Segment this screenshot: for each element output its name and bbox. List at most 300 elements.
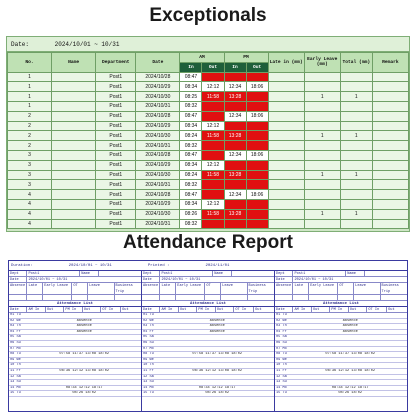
report-panels xyxy=(9,271,407,412)
cell-late xyxy=(268,160,304,170)
date-label: Date xyxy=(9,277,27,282)
cell-am-out xyxy=(202,219,224,229)
cell-am-out: 11:58 xyxy=(202,131,224,141)
table-row xyxy=(8,209,409,219)
col-no: No. xyxy=(8,53,52,73)
cell-pm-out xyxy=(246,92,268,102)
dept-label: Dept xyxy=(275,271,293,276)
cell-name xyxy=(52,121,96,131)
cell-total: 1 xyxy=(340,131,372,141)
summary-col: Late xyxy=(27,283,43,294)
cell-pm-out xyxy=(246,180,268,190)
list-values xyxy=(160,347,274,352)
cell-total xyxy=(340,111,372,121)
cell-no: 3 xyxy=(8,150,52,160)
list-date: 03 Th xyxy=(143,324,154,329)
cell-pm-in xyxy=(224,72,246,82)
cell-am-out: 12:12 xyxy=(202,199,224,209)
cell-name xyxy=(52,180,96,190)
cell-date: 2024/10/29 xyxy=(136,160,180,170)
attendance-list-title: Attendance List xyxy=(142,301,274,307)
list-col: Out xyxy=(122,308,129,312)
list-date: 10 Th xyxy=(10,363,21,368)
cell-am-in: 08:32 xyxy=(180,141,202,151)
list-date: 14 Mo xyxy=(10,385,21,390)
summary-value xyxy=(381,295,407,300)
cell-pm-out xyxy=(246,101,268,111)
cell-date: 2024/10/31 xyxy=(136,141,180,151)
list-item xyxy=(9,391,141,397)
cell-am-in: 08:32 xyxy=(180,101,202,111)
cell-am-in: 08:32 xyxy=(180,219,202,229)
list-date: 06 Su xyxy=(143,340,154,345)
list-date: 07 Mo xyxy=(276,346,287,351)
cell-late xyxy=(268,121,304,131)
summary-value xyxy=(248,295,274,300)
list-col: OT In xyxy=(234,307,254,312)
cell-early xyxy=(304,180,340,190)
cell-am-in: 08:34 xyxy=(180,199,202,209)
list-values: absence xyxy=(76,324,92,329)
cell-total xyxy=(340,180,372,190)
duration-value: 2024/10/01 ~ 10/31 xyxy=(68,264,112,268)
cell-early: 1 xyxy=(304,131,340,141)
list-col: PM In xyxy=(330,307,348,312)
summary-col: Absence xyxy=(9,283,27,294)
cell-name xyxy=(52,170,96,180)
cell-early xyxy=(304,160,340,170)
cell-am-in: 08:26 xyxy=(180,209,202,219)
cell-no: 1 xyxy=(8,101,52,111)
list-date: 08 Tu xyxy=(143,352,154,357)
summary-col: OT xyxy=(72,283,88,294)
summary-value xyxy=(115,295,141,300)
list-date: 08 Tu xyxy=(10,352,21,357)
cell-remark xyxy=(372,141,408,151)
table-row xyxy=(8,219,409,229)
summary-head-row xyxy=(142,283,274,295)
summary-value xyxy=(176,295,205,300)
cell-pm-out xyxy=(246,121,268,131)
cell-name xyxy=(52,199,96,209)
exceptionals-sheet xyxy=(6,36,410,232)
cell-remark xyxy=(372,219,408,229)
cell-late xyxy=(268,219,304,229)
cell-date: 2024/10/28 xyxy=(136,72,180,82)
list-date: 01 Tu xyxy=(276,313,287,317)
list-values xyxy=(160,341,274,346)
table-row xyxy=(8,121,409,131)
page-title-attendance-report: Attendance Report xyxy=(123,232,293,253)
cell-remark xyxy=(372,111,408,121)
cell-am-out: 12:12 xyxy=(202,160,224,170)
summary-value xyxy=(293,295,309,300)
cell-no: 3 xyxy=(8,170,52,180)
cell-am-out xyxy=(202,180,224,190)
cell-am-in: 08:34 xyxy=(180,121,202,131)
list-date: 04 Fr xyxy=(143,329,154,334)
cell-am-in: 08:34 xyxy=(180,82,202,92)
list-date: 09 We xyxy=(10,357,21,362)
list-values: 08:34 12:12 18:17 xyxy=(198,385,236,390)
list-values: absence xyxy=(342,324,358,329)
list-date: 03 Th xyxy=(10,324,21,329)
list-date: 10 Th xyxy=(276,363,287,368)
table-row xyxy=(8,82,409,92)
cell-date: 2024/10/28 xyxy=(136,111,180,121)
list-date: 14 Mo xyxy=(276,385,287,390)
cell-name xyxy=(52,219,96,229)
cell-early: 1 xyxy=(304,170,340,180)
cell-dept: Post1 xyxy=(96,180,136,190)
name-label: Name xyxy=(346,271,364,276)
cell-late xyxy=(268,209,304,219)
cell-name xyxy=(52,141,96,151)
col-late: Late in (mm) xyxy=(268,53,304,73)
date-value: 2024/10/01 ~ 10/31 xyxy=(28,278,68,282)
list-values: absence xyxy=(76,318,92,323)
cell-am-out xyxy=(202,72,224,82)
cell-date: 2024/10/30 xyxy=(136,209,180,219)
cell-am-out: 11:58 xyxy=(202,170,224,180)
cell-late xyxy=(268,131,304,141)
cell-dept: Post1 xyxy=(96,141,136,151)
table-row xyxy=(8,141,409,151)
cell-date: 2024/10/29 xyxy=(136,121,180,131)
summary-value xyxy=(43,295,72,300)
cell-late xyxy=(268,190,304,200)
list-date: 13 Su xyxy=(10,380,21,385)
cell-early xyxy=(304,199,340,209)
cell-no: 1 xyxy=(8,72,52,82)
summary-value xyxy=(88,295,114,300)
list-values xyxy=(27,358,141,363)
summary-col: Leave xyxy=(88,283,114,294)
summary-col: Late xyxy=(160,283,176,294)
cell-pm-out xyxy=(246,219,268,229)
cell-early xyxy=(304,150,340,160)
cell-name xyxy=(52,101,96,111)
cell-pm-in xyxy=(224,199,246,209)
cell-early xyxy=(304,111,340,121)
cell-pm-out xyxy=(246,72,268,82)
name-label: Name xyxy=(80,271,98,276)
printed-label: Printed : xyxy=(147,264,170,268)
list-col: Out xyxy=(255,308,262,312)
cell-no: 2 xyxy=(8,121,52,131)
cell-name xyxy=(52,111,96,121)
cell-pm-in: 12:34 xyxy=(224,111,246,121)
cell-pm-out xyxy=(246,199,268,209)
list-date: 13 Su xyxy=(143,380,154,385)
list-date: 12 Sa xyxy=(10,374,21,379)
summary-col: Absence xyxy=(142,283,160,294)
summary-col: Business Trip xyxy=(115,284,133,294)
summary-value xyxy=(27,295,43,300)
list-values: absence xyxy=(76,329,92,334)
date-value: 2024/10/01 ~ 10/31 xyxy=(294,278,334,282)
list-values xyxy=(160,375,274,380)
list-values xyxy=(160,335,274,340)
list-values xyxy=(27,335,141,340)
report-panel xyxy=(142,271,275,412)
cell-pm-out xyxy=(246,141,268,151)
attendance-report-sheet xyxy=(8,260,408,412)
cell-pm-in: 13:28 xyxy=(224,131,246,141)
attendance-list-title: Attendance List xyxy=(275,301,407,307)
list-values: 08:34 12:12 18:17 xyxy=(65,385,103,390)
report-panel xyxy=(275,271,407,412)
list-col: Out xyxy=(83,307,101,312)
cell-pm-out xyxy=(246,209,268,219)
cell-late xyxy=(268,72,304,82)
col-date: Date xyxy=(136,53,180,73)
cell-early xyxy=(304,72,340,82)
cell-pm-in: 12:34 xyxy=(224,82,246,92)
col-am-out: Out xyxy=(202,62,224,72)
cell-am-in: 08:24 xyxy=(180,131,202,141)
summary-value xyxy=(275,295,293,300)
cell-am-in: 08:47 xyxy=(180,72,202,82)
cell-date: 2024/10/31 xyxy=(136,101,180,111)
cell-no: 4 xyxy=(8,219,52,229)
summary-value xyxy=(338,295,354,300)
cell-total xyxy=(340,121,372,131)
dept-label: Dept xyxy=(142,271,160,276)
cell-pm-out xyxy=(246,170,268,180)
cell-early xyxy=(304,121,340,131)
list-date: 12 Sa xyxy=(276,374,287,379)
list-date: 11 Fr xyxy=(143,368,154,373)
list-values: 08:26 18:02 xyxy=(338,391,363,396)
list-date: 11 Fr xyxy=(276,368,287,373)
name-value xyxy=(365,271,407,276)
list-col: Out xyxy=(216,307,234,312)
cell-am-in: 08:24 xyxy=(180,170,202,180)
cell-pm-in: 13:28 xyxy=(224,92,246,102)
list-values xyxy=(27,380,141,385)
dept-label: Dept xyxy=(9,271,27,276)
cell-dept: Post1 xyxy=(96,160,136,170)
page-title-exceptionals: Exceptionals xyxy=(149,5,267,26)
cell-late xyxy=(268,150,304,160)
cell-dept: Post1 xyxy=(96,219,136,229)
cell-am-out xyxy=(202,190,224,200)
list-values xyxy=(27,363,141,368)
col-am-in: In xyxy=(180,62,202,72)
date-label: Date xyxy=(275,277,293,282)
cell-dept: Post1 xyxy=(96,190,136,200)
list-date: 10 Th xyxy=(143,363,154,368)
list-date: 08 Tu xyxy=(276,352,287,357)
exceptionals-body xyxy=(8,72,409,229)
table-row xyxy=(8,199,409,209)
cell-pm-in xyxy=(224,219,246,229)
date-range-value: 2024/10/01 ~ 10/31 xyxy=(54,41,120,48)
list-date: 05 Sa xyxy=(276,335,287,340)
cell-early xyxy=(304,219,340,229)
summary-col: OT xyxy=(205,283,221,294)
cell-am-out: 12:12 xyxy=(202,121,224,131)
cell-remark xyxy=(372,209,408,219)
duration-label: Duration: xyxy=(11,264,33,268)
list-col: Out xyxy=(46,307,64,312)
col-total: Total (mm) xyxy=(340,53,372,73)
list-values: absence xyxy=(209,318,225,323)
cell-early: 1 xyxy=(304,92,340,102)
cell-remark xyxy=(372,121,408,131)
cell-late xyxy=(268,141,304,151)
cell-dept: Post1 xyxy=(96,199,136,209)
cell-am-out: 12:12 xyxy=(202,82,224,92)
name-value xyxy=(99,271,141,276)
list-values xyxy=(293,335,407,340)
summary-col: Leave xyxy=(221,283,247,294)
cell-late xyxy=(268,180,304,190)
cell-remark xyxy=(372,131,408,141)
list-values xyxy=(160,358,274,363)
list-col: OT In xyxy=(101,307,121,312)
cell-am-in: 08:47 xyxy=(180,190,202,200)
list-col: Out xyxy=(179,307,197,312)
report-panel xyxy=(9,271,142,412)
summary-value xyxy=(72,295,88,300)
col-early: Early Leave (mm) xyxy=(304,53,340,73)
list-values xyxy=(160,363,274,368)
cell-name xyxy=(52,190,96,200)
list-col: Date xyxy=(142,307,160,312)
cell-remark xyxy=(372,180,408,190)
list-date: 02 We xyxy=(10,318,21,323)
col-remark: Remark xyxy=(372,53,408,73)
col-name: Name xyxy=(52,53,96,73)
list-col: AM In xyxy=(293,307,311,312)
cell-pm-in xyxy=(224,160,246,170)
list-col: Date xyxy=(9,307,27,312)
attendance-list-title: Attendance List xyxy=(9,301,141,307)
cell-pm-out: 18:06 xyxy=(246,150,268,160)
summary-col: Absence xyxy=(275,283,293,294)
report-header xyxy=(9,261,407,271)
cell-name xyxy=(52,92,96,102)
list-date: 15 Tu xyxy=(276,391,287,396)
cell-late xyxy=(268,101,304,111)
list-date: 05 Sa xyxy=(10,335,21,340)
cell-date: 2024/10/29 xyxy=(136,199,180,209)
cell-dept: Post1 xyxy=(96,209,136,219)
list-date: 01 Tu xyxy=(10,313,21,317)
cell-no: 4 xyxy=(8,209,52,219)
cell-late xyxy=(268,199,304,209)
list-date: 02 We xyxy=(143,318,154,323)
list-values: 08:36 12:12 13:08 18:02 xyxy=(192,368,243,373)
cell-dept: Post1 xyxy=(96,101,136,111)
name-label: Name xyxy=(213,271,231,276)
summary-value xyxy=(205,295,221,300)
summary-value xyxy=(309,295,338,300)
cell-total xyxy=(340,160,372,170)
cell-pm-in: 12:34 xyxy=(224,190,246,200)
list-date: 04 Fr xyxy=(10,329,21,334)
cell-dept: Post1 xyxy=(96,72,136,82)
cell-pm-in xyxy=(224,121,246,131)
cell-total xyxy=(340,219,372,229)
cell-pm-in xyxy=(224,141,246,151)
list-values: absence xyxy=(342,329,358,334)
list-col: AM In xyxy=(160,307,178,312)
cell-early xyxy=(304,101,340,111)
cell-am-out: 11:58 xyxy=(202,209,224,219)
summary-col: OT xyxy=(338,283,354,294)
list-values xyxy=(293,380,407,385)
cell-date: 2024/10/31 xyxy=(136,180,180,190)
cell-remark xyxy=(372,101,408,111)
cell-remark xyxy=(372,190,408,200)
cell-dept: Post1 xyxy=(96,82,136,92)
list-values: 07:58 11:37 13:08 18:02 xyxy=(59,352,110,357)
list-values xyxy=(160,313,274,318)
summary-head-row xyxy=(275,283,407,295)
table-row xyxy=(8,92,409,102)
summary-head-row xyxy=(9,283,141,295)
list-values: 08:26 18:02 xyxy=(205,391,230,396)
cell-name xyxy=(52,72,96,82)
cell-name xyxy=(52,82,96,92)
summary-value xyxy=(142,295,160,300)
cell-early xyxy=(304,190,340,200)
list-col: AM In xyxy=(27,307,45,312)
date-label: Date: xyxy=(11,41,30,48)
list-values xyxy=(293,313,407,318)
cell-pm-out xyxy=(246,131,268,141)
cell-total: 1 xyxy=(340,209,372,219)
cell-pm-in xyxy=(224,101,246,111)
list-date: 07 Mo xyxy=(143,346,154,351)
cell-am-in: 08:47 xyxy=(180,150,202,160)
cell-name xyxy=(52,150,96,160)
cell-dept: Post1 xyxy=(96,111,136,121)
list-values xyxy=(160,380,274,385)
summary-value xyxy=(160,295,176,300)
dept-value: Post1 xyxy=(160,271,213,276)
cell-pm-out: 18:06 xyxy=(246,111,268,121)
cell-date: 2024/10/29 xyxy=(136,82,180,92)
cell-total xyxy=(340,101,372,111)
cell-remark xyxy=(372,92,408,102)
dept-value: Post1 xyxy=(27,271,80,276)
list-item xyxy=(275,391,407,397)
exceptionals-table xyxy=(7,52,409,229)
cell-early: 1 xyxy=(304,209,340,219)
cell-dept: Post1 xyxy=(96,121,136,131)
list-col: Out xyxy=(388,308,395,312)
cell-am-out xyxy=(202,111,224,121)
summary-value xyxy=(221,295,247,300)
list-values: 08:36 12:12 13:08 18:02 xyxy=(59,368,110,373)
cell-no: 2 xyxy=(8,131,52,141)
cell-late xyxy=(268,170,304,180)
list-date: 06 Su xyxy=(10,340,21,345)
cell-dept: Post1 xyxy=(96,131,136,141)
col-department: Department xyxy=(96,53,136,73)
table-row xyxy=(8,101,409,111)
cell-am-out xyxy=(202,141,224,151)
list-values: 07:58 11:37 13:08 18:02 xyxy=(192,352,243,357)
cell-pm-out: 18:06 xyxy=(246,190,268,200)
cell-remark xyxy=(372,160,408,170)
list-date: 15 Tu xyxy=(10,391,21,396)
cell-remark xyxy=(372,72,408,82)
